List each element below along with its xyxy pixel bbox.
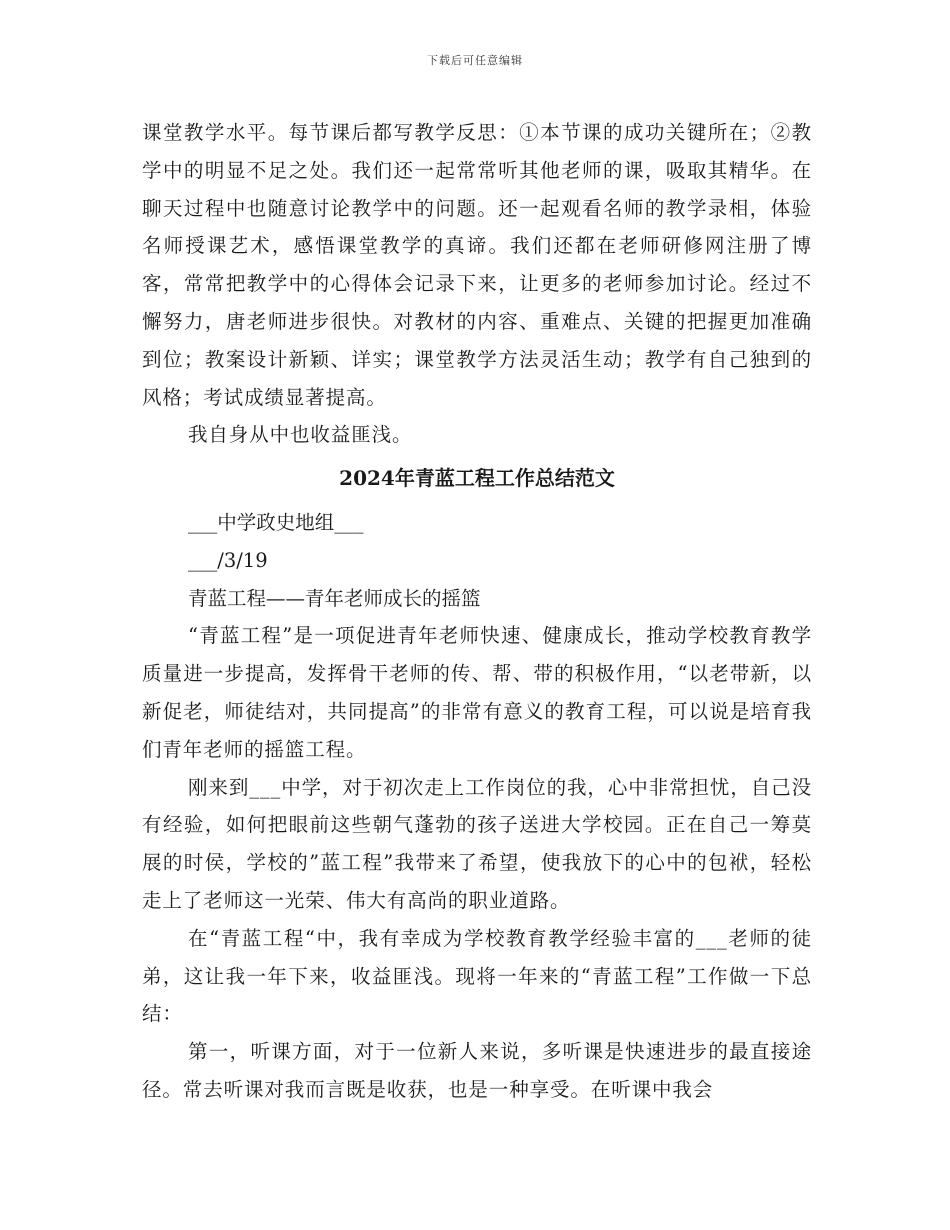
- paragraph-1: 课堂教学水平。每节课后都写教学反思：①本节课的成功关键所在；②教学中的明显不足之处。我们还一起常常听其他老师的课，吸取其精华。在聊天过程中也随意讨论教学中的问题。还一起观看名师的教学录相，体验名师授课艺术，感悟课堂教学的真谛。我们还都在老师研修网注册了博客，常常把教学中的心得体会记录下来，让更多的老师参加讨论。经过不懈努力，唐老师进步很快。对教材的内容、重难点、关键的把握更加准确到位；教案设计新颖、详实；课堂教学方法灵活生动；教学有自己独到的风格；考试成绩显著提高。: [142, 121, 812, 409]
- document-body: [142, 114, 812, 1109]
- subtitle-line: 青蓝工程——青年老师成长的摇篮: [188, 586, 481, 610]
- org-line: ___中学政史地组___: [188, 510, 364, 534]
- document-title: 2024年青蓝工程工作总结范文: [339, 466, 615, 491]
- paragraph-6: 第一，听课方面，对于一位新人来说，多听课是快速进步的最直接途径。常去听课对我而言既是收获，也是一种享受。在听课中我会: [142, 1040, 812, 1101]
- paragraph-3: “青蓝工程”是一项促进青年老师快速、健康成长，推动学校教育教学质量进一步提高，发挥骨干老师的传、帮、带的积极作用，“以老带新，以新促老，师徒结对，共同提高”的非常有意义的教育工程，可以说是培育我们青年老师的摇篮工程。: [142, 624, 812, 761]
- page-header: 下载后可任意编辑: [427, 54, 523, 67]
- paragraph-4: 刚来到___中学，对于初次走上工作岗位的我，心中非常担忧，自己没有经验，如何把眼前这些朝气蓬勃的孩子送进大学校园。正在自己一筹莫展的时侯，学校的”蓝工程”我带来了希望，使我放下的心中的包袱，轻松走上了老师这一光荣、伟大有高尚的职业道路。: [142, 775, 812, 912]
- paragraph-2: 我自身从中也收益匪浅。: [188, 423, 413, 447]
- paragraph-5: 在“青蓝工程“中，我有幸成为学校教育教学经验丰富的___老师的徒弟，这让我一年下来，收益匪浅。现将一年来的“青蓝工程”工作做一下总结：: [142, 926, 812, 1026]
- date-line: ___/3/19: [188, 548, 268, 572]
